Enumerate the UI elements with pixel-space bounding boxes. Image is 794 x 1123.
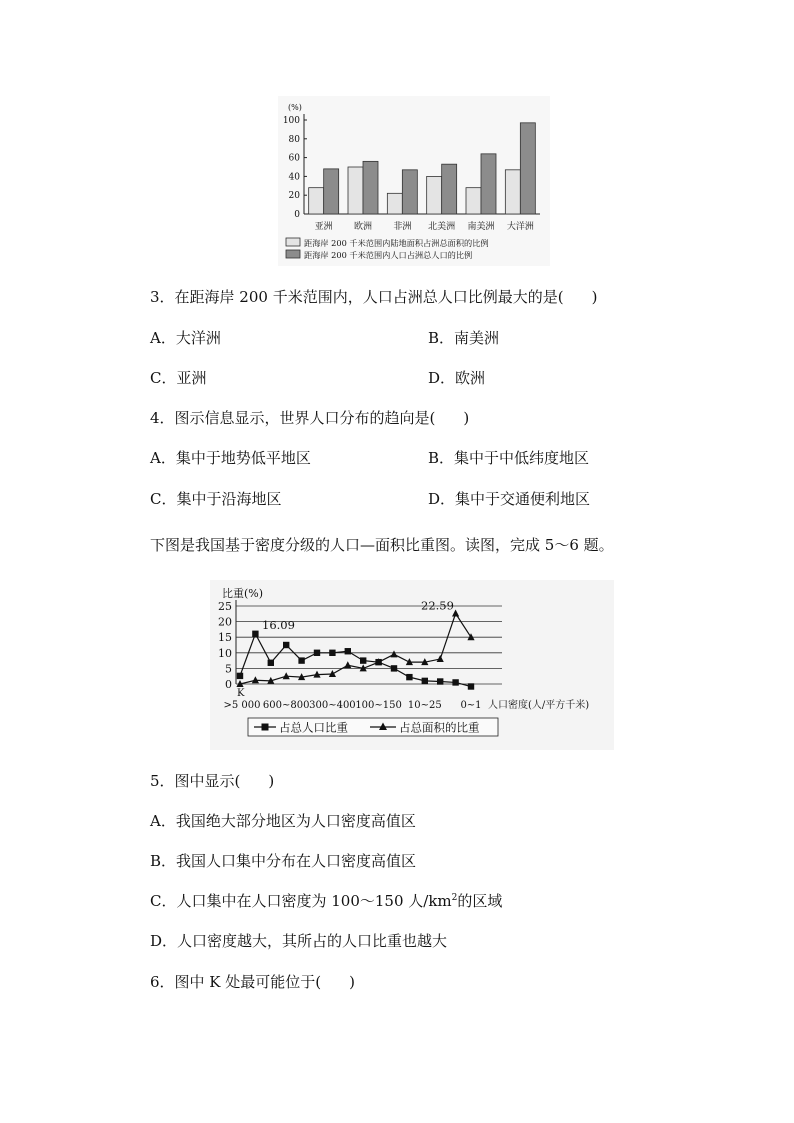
bar bbox=[466, 188, 481, 214]
q3-option-b[interactable]: B．南美洲 bbox=[428, 329, 500, 347]
area-share-point bbox=[329, 670, 336, 677]
area-share-point bbox=[437, 655, 444, 662]
q4-option-a[interactable]: A．集中于地势低平地区 bbox=[150, 449, 311, 467]
question-6-close: ) bbox=[349, 973, 355, 991]
question-5 bbox=[150, 771, 274, 791]
y-tick-label: 0 bbox=[225, 678, 232, 691]
intro-text: 下图是我国基于密度分级的人口—面积比重图。读图，完成 5～6 题。 bbox=[150, 536, 614, 554]
y-tick-label: 20 bbox=[288, 191, 300, 202]
point-label-k: K bbox=[237, 688, 245, 699]
question-5-stem: 5．图中显示( bbox=[150, 772, 241, 790]
q5-option-c-tail: 的区域 bbox=[457, 892, 503, 910]
legend-marker-square bbox=[262, 724, 269, 731]
y-tick-label: 60 bbox=[288, 153, 300, 164]
legend-label: 距海岸 200 千米范围内人口占洲总人口的比例 bbox=[304, 250, 473, 260]
q5-option-c-sup: 2 bbox=[451, 893, 458, 903]
bar bbox=[427, 176, 442, 214]
y-tick-label: 10 bbox=[218, 646, 232, 660]
q4-option-d[interactable]: D．集中于交通便利地区 bbox=[428, 490, 591, 508]
q5-option-c-text: C．人口集中在人口密度为 100～150 人/km bbox=[150, 892, 452, 910]
y-tick-label: 20 bbox=[218, 615, 232, 629]
y-tick-label: 15 bbox=[218, 631, 232, 645]
bar bbox=[402, 170, 417, 214]
question-3 bbox=[150, 287, 597, 307]
legend-swatch bbox=[286, 250, 300, 258]
population-share-point bbox=[452, 679, 458, 685]
q3-option-d[interactable]: D．欧洲 bbox=[428, 369, 486, 387]
bar bbox=[309, 188, 324, 214]
x-tick-label: 亚洲 bbox=[314, 222, 333, 232]
question-4-stem: 4．图示信息显示，世界人口分布的趋向是( bbox=[150, 409, 436, 427]
population-share-point bbox=[360, 657, 366, 663]
y-tick-label: 100 bbox=[282, 116, 300, 126]
y-axis-unit: (%) bbox=[288, 103, 302, 112]
bar bbox=[481, 154, 496, 214]
population-share-point bbox=[329, 650, 335, 656]
question-6-stem: 6．图中 K 处最可能位于( bbox=[150, 973, 322, 991]
population-share-point bbox=[422, 678, 428, 684]
area-share-point bbox=[390, 650, 397, 657]
bar bbox=[387, 193, 402, 214]
question-3-stem: 3．在距海岸 200 千米范围内，人口占洲总人口比例最大的是( bbox=[150, 288, 564, 306]
x-tick-label: 100~150 bbox=[355, 700, 402, 711]
x-tick-label: 非洲 bbox=[393, 222, 412, 232]
q5-option-c[interactable] bbox=[150, 891, 502, 911]
y-tick-label: 25 bbox=[218, 600, 232, 613]
legend-label-population: 占总人口比重 bbox=[279, 720, 348, 735]
bar-chart-svg bbox=[278, 96, 550, 266]
population-share-point bbox=[237, 673, 243, 679]
x-tick-label: 南美洲 bbox=[467, 222, 495, 232]
q5-option-a[interactable]: A．我国绝大部分地区为人口密度高值区 bbox=[150, 812, 416, 830]
population-share-point bbox=[298, 657, 304, 663]
legend-swatch bbox=[286, 238, 300, 246]
bar bbox=[348, 167, 363, 214]
legend-label-area: 占总面积的比重 bbox=[399, 720, 480, 735]
legend bbox=[248, 718, 498, 736]
q5-option-d[interactable]: D．人口密度越大，其所占的人口比重也越大 bbox=[150, 932, 448, 950]
x-axis-title: 人口密度(人/平方千米) bbox=[488, 700, 590, 711]
question-4-close: ) bbox=[463, 409, 470, 427]
population-share-point bbox=[314, 650, 320, 656]
area-share-point bbox=[344, 661, 351, 668]
x-tick-label: 10~25 bbox=[407, 700, 442, 711]
y-tick-label: 5 bbox=[225, 662, 232, 676]
bar bbox=[363, 161, 378, 214]
q5-option-b[interactable]: B．我国人口集中分布在人口密度高值区 bbox=[150, 852, 417, 870]
population-share-point bbox=[252, 631, 258, 637]
q4-option-b[interactable]: B．集中于中低纬度地区 bbox=[428, 449, 590, 467]
x-tick-label: 300~400 bbox=[309, 700, 356, 711]
area-share-point bbox=[283, 672, 290, 679]
y-axis-title: 比重(%) bbox=[222, 587, 264, 600]
population-share-point bbox=[268, 660, 274, 666]
population-share-point bbox=[283, 642, 289, 648]
bar bbox=[324, 169, 339, 214]
population-share-point bbox=[406, 674, 412, 680]
coastal-population-bar-chart bbox=[278, 96, 550, 266]
population-area-line-chart bbox=[210, 580, 614, 750]
q3-option-c[interactable]: C．亚洲 bbox=[150, 369, 207, 387]
annotation-population-peak: 16.09 bbox=[262, 617, 295, 632]
bar bbox=[520, 123, 535, 214]
question-6 bbox=[150, 972, 355, 992]
x-tick-label: 北美洲 bbox=[428, 222, 456, 232]
bar bbox=[505, 170, 520, 214]
question-5-close: ) bbox=[268, 772, 275, 790]
annotation-area-peak: 22.59 bbox=[421, 598, 454, 613]
y-tick-label: 0 bbox=[294, 210, 300, 220]
x-tick-label: 欧洲 bbox=[353, 222, 373, 232]
area-share-point bbox=[252, 676, 259, 683]
legend-label: 距海岸 200 千米范围内陆地面积占洲总面积的比例 bbox=[304, 238, 489, 248]
y-tick-label: 80 bbox=[288, 134, 300, 145]
line-chart-svg bbox=[210, 580, 614, 750]
x-tick-label: 0~1 bbox=[460, 700, 482, 711]
bar bbox=[442, 164, 457, 214]
population-share-point bbox=[468, 683, 474, 689]
x-tick-label: >5 000 bbox=[223, 700, 261, 711]
population-share-point bbox=[437, 678, 443, 684]
q4-option-c[interactable]: C．集中于沿海地区 bbox=[150, 490, 282, 508]
x-tick-label: 600~800 bbox=[262, 700, 310, 711]
question-3-close: ) bbox=[591, 288, 598, 306]
population-share-point bbox=[345, 648, 351, 654]
x-tick-label: 大洋洲 bbox=[506, 222, 534, 232]
q3-option-a[interactable]: A．大洋洲 bbox=[150, 329, 221, 347]
population-share-point bbox=[391, 665, 397, 671]
y-tick-label: 40 bbox=[288, 172, 300, 183]
question-4 bbox=[150, 408, 469, 428]
